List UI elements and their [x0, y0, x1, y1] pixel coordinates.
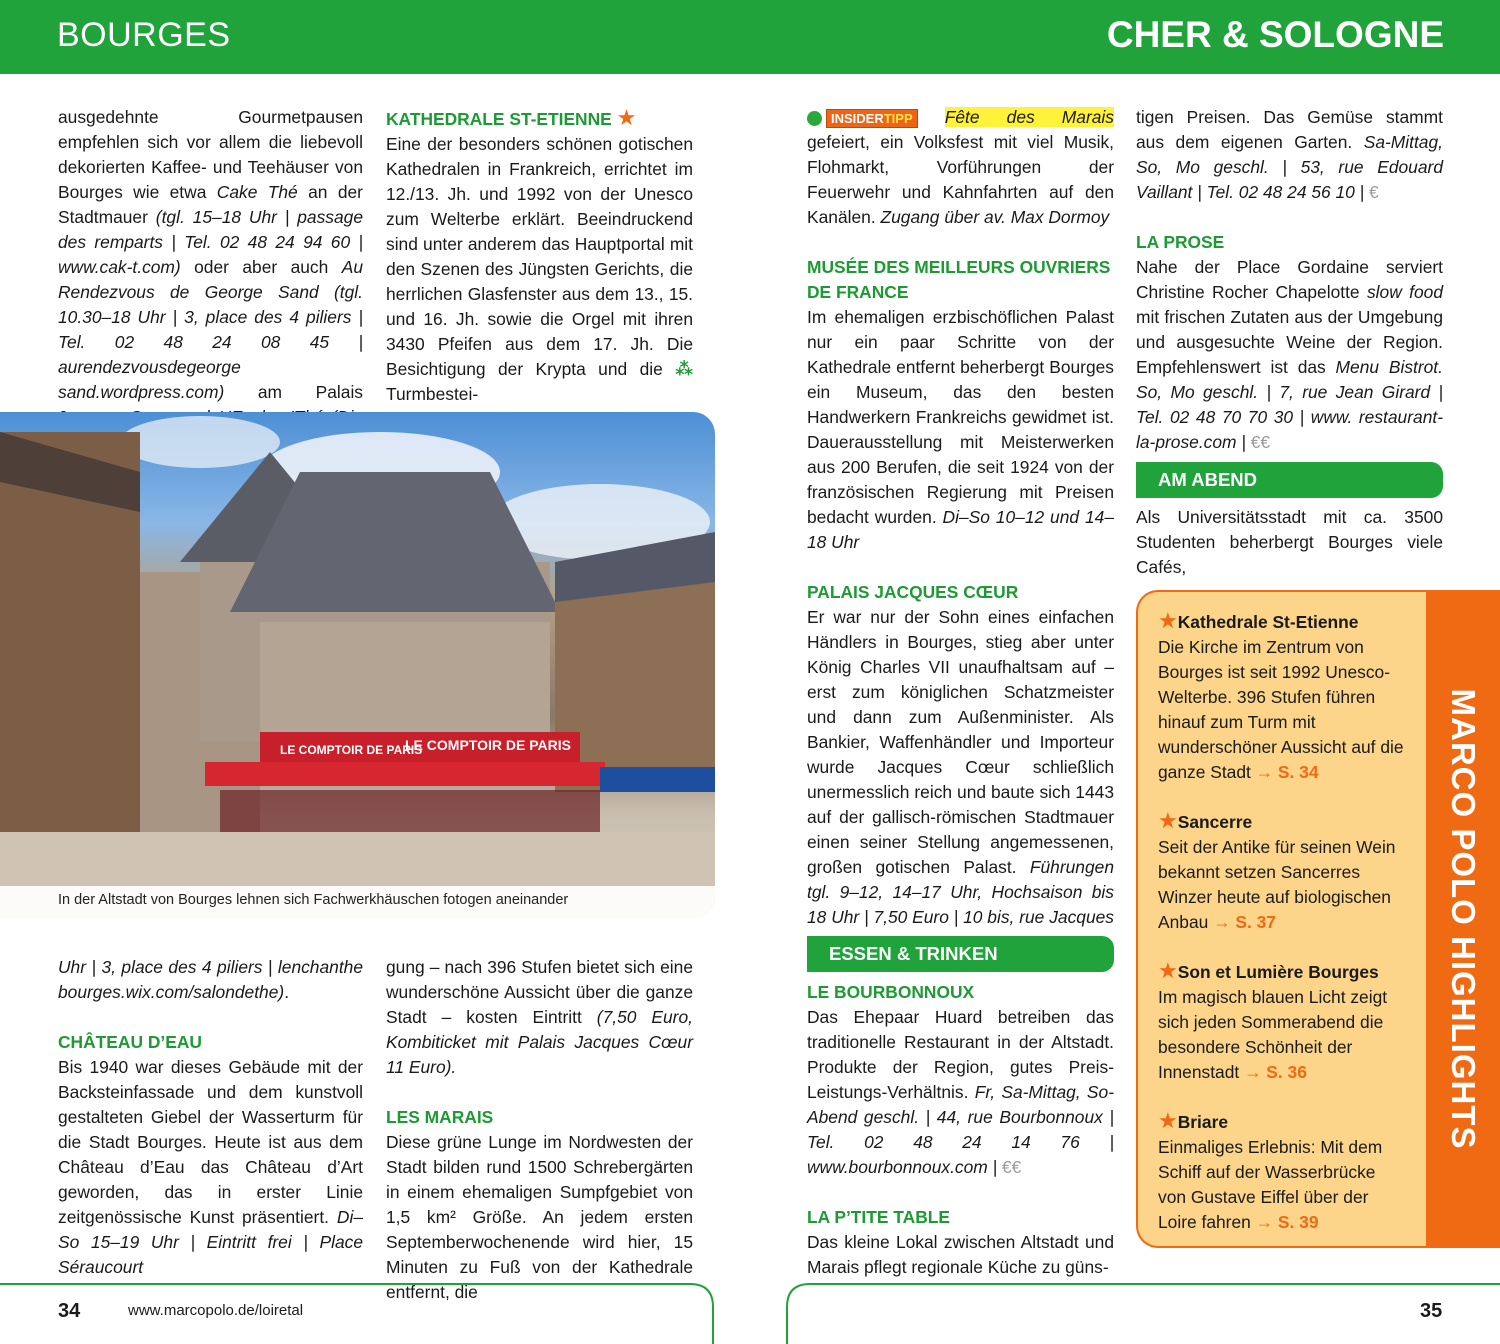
shop-sign-1: LE COMPTOIR DE PARIS — [280, 743, 423, 757]
musee-heading: MUSÉE DES MEILLEURS OUVRIERS DE FRANCE — [807, 257, 1111, 302]
photo-caption: In der Altstadt von Bourges lehnen sich Fachwerkhäuschen fotogen aneinander — [58, 892, 569, 908]
shop-sign-2: LE COMPTOIR DE PARIS — [405, 737, 571, 753]
column-2-top — [386, 105, 693, 407]
bourbonnoux-text: Das Ehepaar Huard betreiben das traditionelle Restaurant in der Altstadt. Produkte der Region, gutes Preis-Leistungs-Verhältnis. Fr, Sa-Mittag, So-Abend geschl. | 44, rue Bourbonnoux | Tel. 02 48 24 14 76 | www.bourbonnoux.com | €€ — [807, 1007, 1114, 1177]
footer-left-curve — [0, 1282, 715, 1344]
chateau-heading: CHÂTEAU D’EAU — [58, 1032, 202, 1052]
highlight-item: ★Sancerre Seit der Antike für seinen Wein bekannt setzen Sancerres Winzer heute auf biologischen Anbau → S. 37 — [1158, 808, 1396, 932]
photo-altstadt — [0, 412, 715, 918]
footer-right-curve — [785, 1282, 1500, 1344]
page-number-left: 34 — [58, 1300, 81, 1322]
lenchanthe-continued: Uhr | 3, place des 4 piliers | lenchanthe bourges.wix.com/salondethe). — [58, 957, 363, 1002]
abend-text: Als Universitätsstadt mit ca. 3500 Studenten beherbergt Bourges viele Cafés, — [1136, 507, 1443, 577]
bourbonnoux-heading: LE BOURBONNOUX — [807, 982, 975, 1002]
footer-url[interactable]: www.marcopolo.de/loiretal — [128, 1302, 304, 1319]
musee-text: Im ehemaligen erzbischöflichen Palast nur ein paar Schritte von der Kathedrale entfernt beherbergt Bourges ein Museum, das den besten Handwerkern Frankreichs gewidmet ist. Dauerausstellung mit Meisterwerken aus 200 Berufen, die seit 1924 von der französischen Regierung mit Preisen bedacht wurden. Di–So 10–12 und 14–18 Uhr — [807, 307, 1114, 552]
ptite-table-continued: tigen Preisen. Das Gemüse stammt aus dem eigenen Garten. Sa-Mittag, So, Mo geschl. | 53, rue Edouard Vaillant | Tel. 02 48 24 56 10 | € — [1136, 107, 1443, 202]
highlight-item: ★Son et Lumière Bourges Im magisch blauen Licht zeigt sich jeden Sommerabend die besondere Schönheit der Innenstadt → S. 36 — [1158, 958, 1388, 1082]
highlights-tab — [1426, 590, 1500, 1248]
header-right-title: CHER & SOLOGNE — [1106, 14, 1444, 55]
family-icon: ⁂ — [675, 359, 693, 379]
star-icon: ★ — [1158, 608, 1178, 633]
star-icon: ★ — [1158, 808, 1178, 833]
cafes-paragraph: ausgedehnte Gourmetpausen empfehlen sich vor allem die liebevoll dekorierten Kaffee- und Teehäuser von Bourges wie etwa Cake Thé an der Stadtmauer (tgl. 15–18 Uhr | passage des remparts | Tel. 02 48 24 94 60 | www.cak-t.com) oder aber auch Au Rendezvous de George Sand (tgl. 10.30–18 Uhr | 3, place des 4 piliers | Tel. 02 48 24 08 45 | aurendezvousdegeorge sand.wordpress.com) am Palais — [58, 107, 363, 402]
page-number-right: 35 — [1420, 1300, 1443, 1322]
marais-heading: LES MARAIS — [386, 1107, 494, 1127]
ptite-table-heading: LA P’TITE TABLE — [807, 1207, 950, 1227]
essen-trinken-bar: ESSEN & TRINKEN — [807, 936, 1114, 972]
star-icon: ★ — [1158, 1108, 1178, 1133]
column-2-bottom — [386, 955, 693, 1305]
column-4-abend — [1136, 505, 1443, 580]
am-abend-bar: AM ABEND — [1136, 462, 1443, 498]
prose-heading: LA PROSE — [1136, 232, 1225, 252]
photo-illustration — [0, 412, 715, 886]
star-icon: ★ — [616, 105, 637, 130]
photo-caption-bar — [0, 886, 715, 918]
palais-heading: PALAIS JACQUES CŒUR — [807, 582, 1019, 602]
column-4 — [1136, 105, 1443, 455]
insider-tipp-badge: INSIDERTIPP — [826, 109, 918, 128]
column-3-bottom — [807, 980, 1114, 1280]
palais-text: Er war nur der Sohn eines einfachen Händlers in Bourges, stieg aber unter König Charles VII unaufhaltsam auf – erst zum königlichen Schatzmeister und dann zum Außenminister. Als Bankier, Waffenhändler und Importeur wurde Jacques Cœur schließlich unermesslich reich und baute sich 1443 auf der gallisch-römischen Stadtmauer einen seiner Stellung angemessenen, großen gotischen Palast. Führungen tgl. 9–12, 14–17 Uhr, Hochsaison bis 18 Uhr | 7,50 Euro | 10 bis, rue Jacques — [807, 607, 1114, 927]
highlight-item: ★Briare Einmaliges Erlebnis: Mit dem Schiff auf der Wasserbrücke von Gustave Eiffel über der Loire fahren → S. 39 — [1158, 1108, 1383, 1232]
kathedrale-text: Eine der besonders schönen gotischen Kathedralen in Frankreich, errichtet im 12./13. Jh. und 1992 von der Unesco zum Welterbe erklärt. Beeindruckend sind unter anderem das Hauptportal mit den Szenen des Jüngsten Gerichts, die herrlichen Glasfenster aus dem 13., 15. und 16. Jh. sowie die Orgel mit ihren 3430 Pfeifen aus dem 17. Jh. Die Besichtigung der Krypta und die ⁂ Turmbestei- — [386, 134, 693, 404]
fete-paragraph: INSIDERTIPP Fête des Marais gefeiert, ein Volksfest mit viel Musik, Flohmarkt, Vorführungen der Feuerwehr und Kahnfahrten auf den Kanälen. Zugang über av. Max Dormoy — [807, 107, 1114, 227]
prose-text: Nahe der Place Gordaine serviert Christine Rocher Chapelotte slow food mit frischen Zutaten aus der Umgebung und ausgesuchte Weine der Region. Empfehlenswert ist das Menu Bistrot. So, Mo geschl. | 7, rue Jean Girard | Tel. 02 48 70 70 30 | www. restaurant-la-prose.com | €€ — [1136, 257, 1444, 452]
marais-text: Diese grüne Lunge im Nordwesten der Stadt bilden rund 1500 Schrebergärten in einem ehemaligen Sumpfgebiet von 1,5 km² Größe. An jedem ersten Septemberwochenende wird hier, 15 Minuten zu Fuß von der Kathedrale entfernt, die — [386, 1132, 693, 1302]
tower-continued: gung – nach 396 Stufen bietet sich eine wunderschöne Aussicht über die ganze Stadt – kosten Eintritt (7,50 Euro, Kombiticket mit Palais Jacques Cœur 11 Euro). — [386, 957, 693, 1077]
chateau-text: Bis 1940 war dieses Gebäude mit der Backsteinfassade und dem kunstvoll gestalteten Giebel der Wasserturm für die Stadt Bourges. Heute ist aus dem Château d’Eau das Château d’Art geworden, das in erster Linie zeitgenössische Kunst präsentiert. Di–So 15–19 Uhr | Eintritt frei | Place Séraucourt — [58, 1057, 363, 1277]
column-3 — [807, 105, 1114, 955]
ptite-table-text: Das kleine Lokal zwischen Altstadt und Marais pflegt regionale Küche zu güns- — [807, 1232, 1114, 1277]
insider-dot-icon — [807, 111, 822, 126]
column-1-bottom — [58, 955, 363, 1280]
highlights-panel — [1136, 590, 1426, 1248]
kathedrale-heading: KATHEDRALE ST-ETIENNE ★ — [386, 105, 637, 130]
star-icon: ★ — [1158, 958, 1178, 983]
column-1-top — [58, 105, 363, 455]
highlight-item: ★Kathedrale St-Etienne Die Kirche im Zentrum von Bourges ist seit 1992 Unesco-Welterbe. 396 Stufen führen hinauf zum Turm mit wunderschöner Aussicht auf die ganze Stadt → S. 34 — [1158, 608, 1404, 782]
page-header — [0, 0, 1500, 74]
header-left-title: BOURGES — [57, 16, 231, 54]
highlights-tab-label: MARCO POLO HIGHLIGHTS — [1445, 688, 1482, 1150]
